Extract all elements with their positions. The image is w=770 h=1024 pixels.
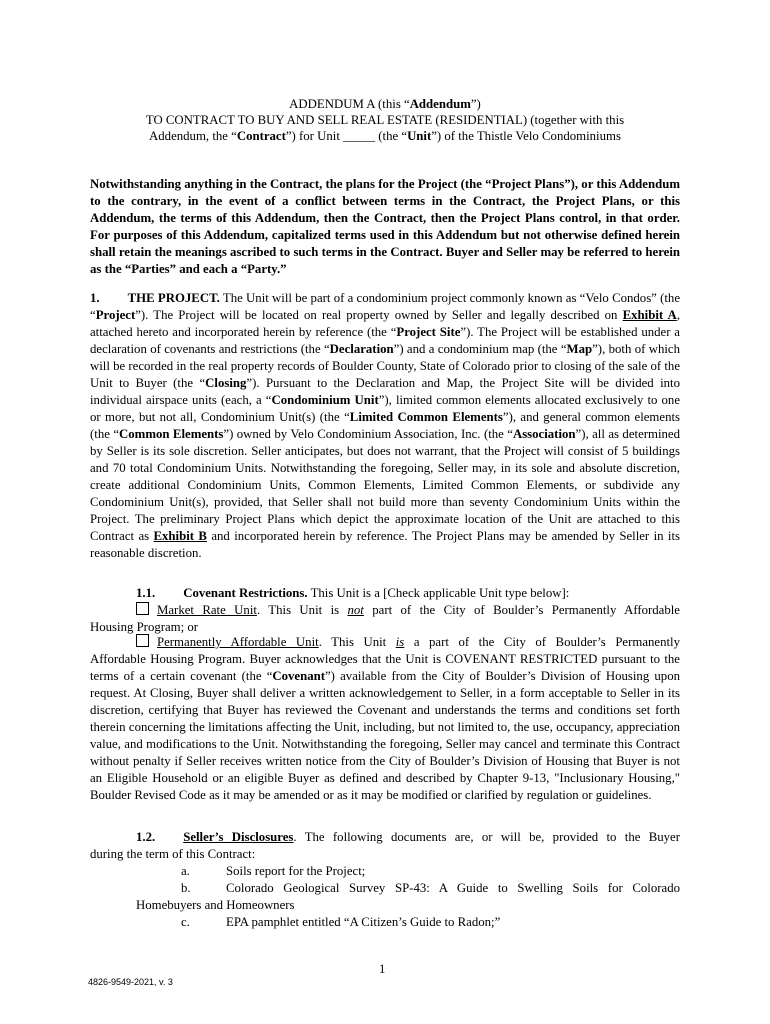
section-1-2-heading-line: 1.2. Seller’s Disclosures. The following documents are, or will be, provided to the Buyer bbox=[136, 830, 680, 844]
market-rate-checkbox[interactable] bbox=[136, 602, 149, 615]
addendum-title-line1: ADDENDUM A (this “Addendum”) bbox=[289, 97, 481, 111]
option-market-rate-cont: Housing Program; or bbox=[90, 620, 199, 634]
section-1-1-heading-line: 1.1. Covenant Restrictions. This Unit is a [Check applicable Unit type below]: bbox=[136, 586, 570, 600]
list-item-text: Colorado Geological Survey SP-43: A Guide to Swelling Soils for Colorado bbox=[226, 881, 680, 895]
addendum-title-line3: Addendum, the “Contract”) for Unit _____ (the “Unit”) of the Thistle Velo Condominiums bbox=[149, 129, 621, 143]
list-item-letter: a. bbox=[181, 864, 190, 878]
document-id: 4826-9549-2021, v. 3 bbox=[88, 977, 173, 987]
option-market-rate: Market Rate Unit. This Unit is not part of the City of Boulder’s Permanently Affordable bbox=[136, 602, 680, 619]
intro-paragraph: Notwithstanding anything in the Contract, the plans for the Project (the “Project Plans”), or this Addendum to the contrary, in the event of a conflict between terms in the Contract, the Project Plans, or this Addendum, the terms of this Addendum, then the Contract, then the Project Plans control, in that order. For purposes of this Addendum, capitalized terms used in this Addendum but not otherwise defined herein shall retain the meanings ascribed to such terms in the Contract. Buyer and Seller may be referred to herein as the “Parties” and each a “Party.” bbox=[90, 177, 680, 276]
list-item-text: Soils report for the Project; bbox=[226, 864, 366, 878]
list-item-letter: c. bbox=[181, 915, 190, 929]
addendum-title-line2: TO CONTRACT TO BUY AND SELL REAL ESTATE (RESIDENTIAL) (together with this bbox=[145, 113, 625, 127]
section-1-2-cont: during the term of this Contract: bbox=[90, 847, 256, 861]
page-number: 1 bbox=[379, 962, 386, 976]
list-item-letter: b. bbox=[181, 881, 191, 895]
section-1-project: 1. THE PROJECT. The Unit will be part of a condominium project commonly known as “Velo Condos” (the “Project”). The Project will be located on real property owned by Seller and legally described on Exhibit A, attached hereto and incorporated herein by reference (the “Project Site”). The Project will be established under a declaration of covenants and restrictions (the “Declaration”) and a condominium map (the “Map”), both of which will be recorded in the real property records of Boulder County, State of Colorado prior to closing of the sale of the Unit to Buyer (the “Closing”). Pursuant to the Declaration and Map, the Project Site will be divided into individual airspace units (each, a “Condominium Unit”), limited common elements allocated exclusively to one or more, but not all, Condominium Unit(s) (the “Limited Common Elements”), and general common elements (the “Common Elements”) owned by Velo Condominium Association, Inc. (the “Association”), all as determined by Seller is its sole discretion. Seller anticipates, but does not warrant, that the Project will consist of 5 buildings and 70 total Condominium Units. Notwithstanding the foregoing, Seller may, in its sole and absolute discretion, create additional Condominium Units, Common Elements, Limited Common Elements, or subdivide any Condominium Unit(s), provided, that Seller shall not build more than seventy Condominium Units within the Project. The preliminary Project Plans which depict the approximate location of the Unit are attached to this Contract as Exhibit B and incorporated herein by reference. The Project Plans may be amended by Seller in its reasonable discretion. bbox=[90, 291, 681, 560]
list-item-text: EPA pamphlet entitled “A Citizen’s Guide to Radon;” bbox=[226, 915, 501, 929]
list-item-text-cont: Homebuyers and Homeowners bbox=[136, 898, 295, 912]
option-permanently-affordable: Permanently Affordable Unit. This Unit is a part of the City of Boulder’s Permanently bbox=[136, 634, 680, 651]
section-1-1-paragraph: Affordable Housing Program. Buyer acknowledges that the Unit is COVENANT RESTRICTED pursuant to the terms of a certain covenant (the “Covenant”) available from the City of Boulder’s Division of Housing upon request. At Closing, Buyer shall deliver a written acknowledgement to Seller, in a form acceptable to Seller in its discretion, certifying that Buyer has reviewed the Covenant and understands the terms and conditions set forth therein concerning the limitations affecting the Unit, including, but not limited to, the use, occupancy, appreciation value, and modifications to the Unit. Notwithstanding the foregoing, Seller may cancel and terminate this Contract without penalty if Seller receives written notice from the City of Boulder’s Division of Housing that Buyer is not an Eligible Household or an eligible Buyer as defined and described by Chapter 9-13, "Inclusionary Housing," Boulder Revised Code as it may be amended or as it may be modified or clarified by regulation or guidelines. bbox=[90, 652, 680, 802]
section-1-number: 1. bbox=[90, 291, 100, 305]
permanently-affordable-checkbox[interactable] bbox=[136, 634, 149, 647]
section-1-heading: THE PROJECT. bbox=[127, 291, 220, 305]
